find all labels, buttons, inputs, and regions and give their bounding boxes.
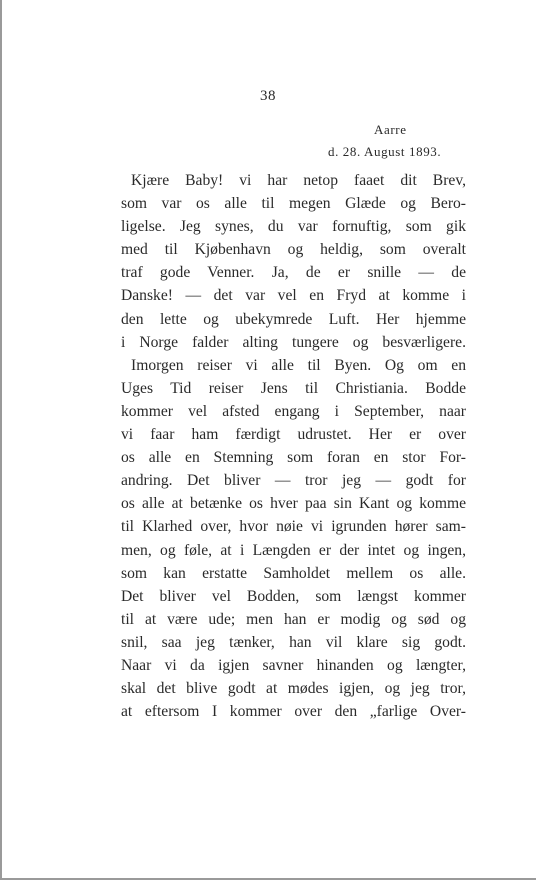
text-line: som kan erstatte Samholdet mellem os alle. [121,564,466,582]
letter-body [121,169,466,723]
text-line: Imorgen reiser vi alle til Byen. Og om en [131,356,466,374]
text-line: som var os alle til megen Glæde og Bero- [121,195,466,213]
text-line: skal det blive godt at mødes igjen, og jeg tror, [121,680,466,698]
text-line: Det bliver vel Bodden, som længst kommer [121,587,466,605]
text-line: ligelse. Jeg synes, du var fornuftig, som gik [121,218,466,236]
text-line: at eftersom I kommer over den „farlige Over- [121,703,466,721]
text-line: kommer vel afsted engang i September, naar [121,402,466,420]
text-line: Kjære Baby! vi har netop faaet dit Brev, [131,172,466,189]
text-line: Uges Tid reiser Jens til Christiania. Bodde [121,379,466,397]
text-line: os alle en Stemning som foran en stor For- [121,449,466,467]
text-line: Naar vi da igjen savner hinanden og længter, [121,656,466,674]
text-line: snil, saa jeg tænker, han vil klare sig godt. [121,633,466,651]
text-line: vi faar ham færdigt udrustet. Her er over [121,426,466,444]
letter-date: d. 28. August 1893. [328,144,442,159]
text-line: til Klarhed over, hvor nøie vi igrunden hører sam- [121,518,466,536]
text-line: traf gode Venner. Ja, de er snille — de [121,264,466,282]
text-line: med til Kjøbenhavn og heldig, som overalt [121,241,466,259]
letter-place: Aarre [374,122,407,137]
text-line: til at være ude; men han er modig og sød og [121,610,466,628]
text-line: andring. Det bliver — tror jeg — godt for [121,472,466,490]
text-line: i Norge falder alting tungere og besværligere. [121,333,466,351]
text-line: den lette og ubekymrede Luft. Her hjemme [121,310,466,328]
text-line: os alle at betænke os hver paa sin Kant og komme [121,495,466,513]
page-number: 38 [260,88,276,104]
text-line: Danske! — det var vel en Fryd at komme i [121,287,466,305]
text-line: men, og føle, at i Længden er der intet og ingen, [121,541,466,559]
